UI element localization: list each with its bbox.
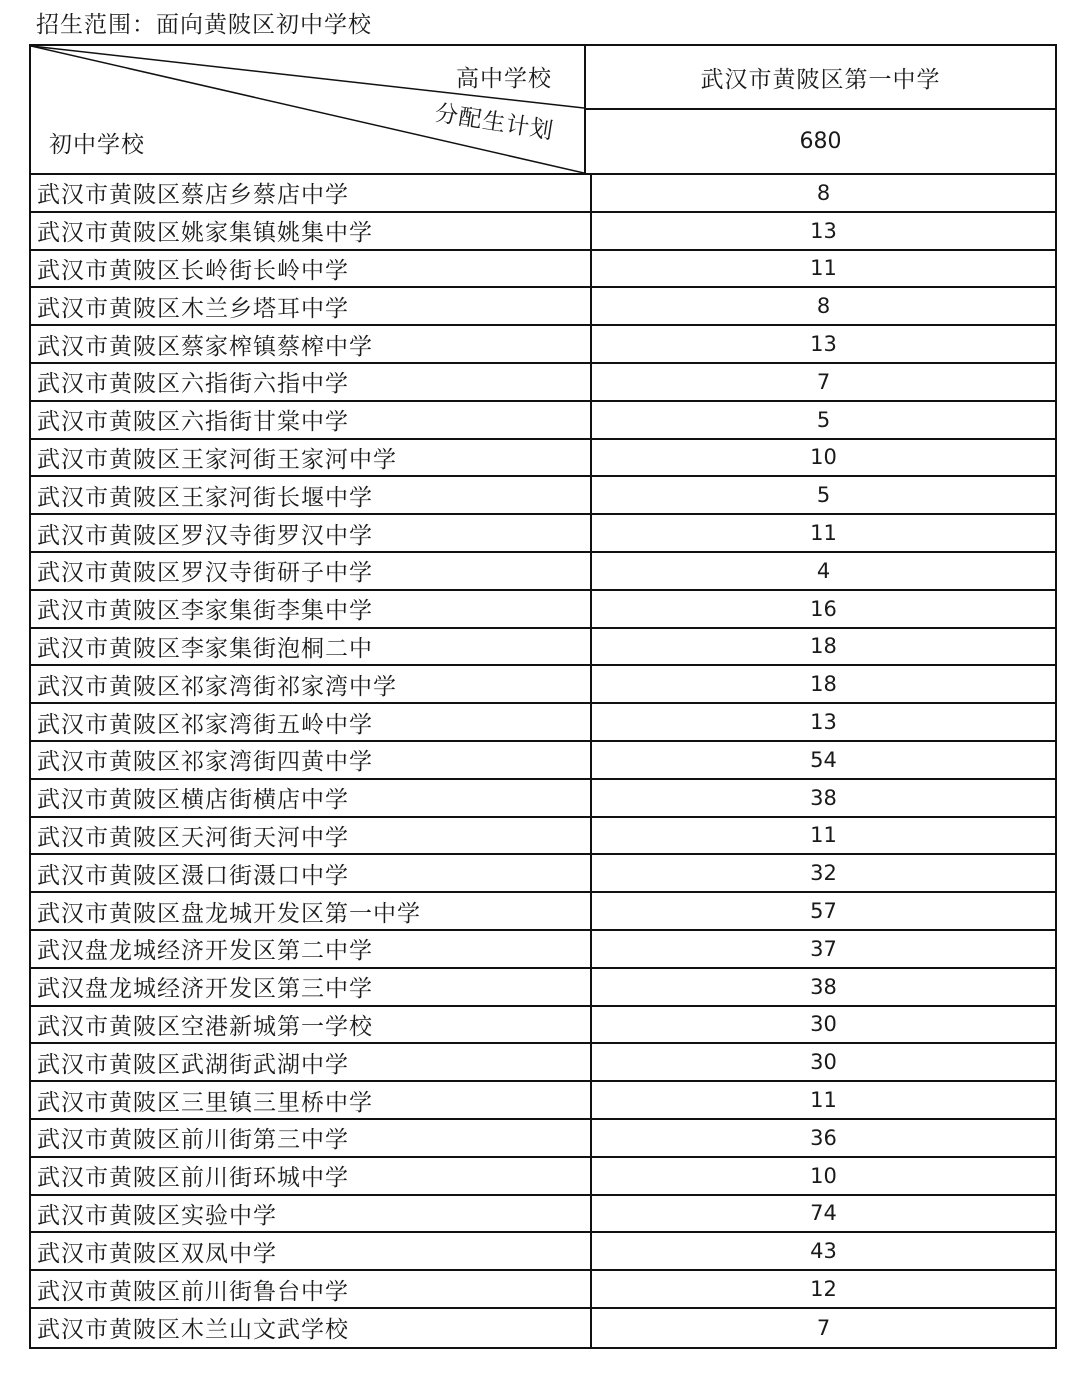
allocation-quota: 30 [810,1050,837,1075]
allocation-quota: 38 [810,974,837,999]
middle-school-name: 武汉市黄陂区长岭街长岭中学 [31,251,592,287]
table-row [31,1309,1055,1347]
middle-school-name: 武汉市黄陂区滠口街滠口中学 [31,855,592,891]
middle-school-name: 武汉市黄陂区祁家湾街五岭中学 [31,704,592,740]
middle-school-name: 武汉市黄陂区李家集街泡桐二中 [31,629,592,665]
table-row [31,704,1055,742]
middle-school-name: 武汉市黄陂区前川街环城中学 [31,1158,592,1194]
middle-school-name: 武汉市黄陂区罗汉寺街研子中学 [31,553,592,589]
middle-school-name: 武汉市黄陂区盘龙城开发区第一中学 [31,893,592,929]
table-row [31,1196,1055,1234]
allocation-quota: 11 [810,823,837,848]
allocation-quota: 32 [810,861,837,886]
scope-caption: 招生范围：面向黄陂区初中学校 [36,12,372,38]
middle-school-name: 武汉市黄陂区祁家湾街四黄中学 [31,742,592,778]
middle-school-name: 武汉市黄陂区前川街鲁台中学 [31,1271,592,1307]
middle-school-axis-label: 初中学校 [49,132,145,158]
allocation-quota: 57 [810,899,837,924]
allocation-quota: 18 [810,672,837,697]
middle-school-name: 武汉市黄陂区六指街六指中学 [31,364,592,400]
allocation-quota: 7 [816,1315,831,1340]
high-school-name: 武汉市黄陂区第一中学 [586,46,1055,110]
table-row [31,251,1055,289]
high-school-header-cell [586,46,1055,173]
table-row [31,364,1055,402]
allocation-quota: 37 [810,936,837,961]
table-row [31,175,1055,213]
table-row [31,780,1055,818]
table-row [31,515,1055,553]
middle-school-name: 武汉市黄陂区实验中学 [31,1196,592,1232]
allocation-table [29,44,1057,1349]
middle-school-name: 武汉市黄陂区木兰乡塔耳中学 [31,288,592,324]
allocation-quota: 4 [816,558,831,583]
allocation-quota: 30 [810,1012,837,1037]
middle-school-name: 武汉市黄陂区横店街横店中学 [31,780,592,816]
allocation-quota: 13 [810,710,837,735]
allocation-quota: 11 [810,256,837,281]
allocation-quota: 43 [810,1239,837,1264]
middle-school-name: 武汉市黄陂区天河街天河中学 [31,818,592,854]
table-row [31,629,1055,667]
allocation-quota: 10 [810,1163,837,1188]
table-row [31,893,1055,931]
allocation-quota: 11 [810,1088,837,1113]
diagonal-header-cell [31,46,586,173]
middle-school-name: 武汉市黄陂区三里镇三里桥中学 [31,1082,592,1118]
table-header [31,46,1055,175]
allocation-quota: 7 [816,369,831,394]
table-row [31,553,1055,591]
table-body [31,175,1055,1347]
table-row [31,402,1055,440]
allocation-quota: 36 [810,1125,837,1150]
middle-school-name: 武汉市黄陂区空港新城第一学校 [31,1007,592,1043]
allocation-quota: 16 [810,596,837,621]
table-row [31,477,1055,515]
allocation-quota: 18 [810,634,837,659]
middle-school-name: 武汉市黄陂区双凤中学 [31,1233,592,1269]
allocation-quota: 13 [810,218,837,243]
middle-school-name: 武汉市黄陂区祁家湾街祁家湾中学 [31,666,592,702]
table-row [31,326,1055,364]
middle-school-name: 武汉盘龙城经济开发区第三中学 [31,969,592,1005]
allocation-plan-axis-label: 分配生计划 [433,100,556,145]
middle-school-name: 武汉市黄陂区木兰山文武学校 [31,1309,592,1347]
table-row [31,213,1055,251]
table-row [31,1233,1055,1271]
table-row [31,1007,1055,1045]
table-row [31,1271,1055,1309]
allocation-quota: 8 [816,294,831,319]
table-row [31,818,1055,856]
allocation-quota: 13 [810,332,837,357]
middle-school-name: 武汉市黄陂区蔡店乡蔡店中学 [31,175,592,211]
allocation-quota: 11 [810,521,837,546]
middle-school-name: 武汉市黄陂区前川街第三中学 [31,1120,592,1156]
middle-school-name: 武汉盘龙城经济开发区第二中学 [31,931,592,967]
middle-school-name: 武汉市黄陂区武湖街武湖中学 [31,1044,592,1080]
table-row [31,931,1055,969]
middle-school-name: 武汉市黄陂区王家河街长堰中学 [31,477,592,513]
allocation-quota: 10 [810,445,837,470]
middle-school-name: 武汉市黄陂区六指街甘棠中学 [31,402,592,438]
allocation-quota: 38 [810,785,837,810]
table-row [31,1120,1055,1158]
high-school-axis-label: 高中学校 [456,66,552,92]
allocation-quota: 54 [810,747,837,772]
allocation-quota: 5 [816,483,831,508]
table-row [31,1082,1055,1120]
middle-school-name: 武汉市黄陂区罗汉寺街罗汉中学 [31,515,592,551]
table-row [31,1158,1055,1196]
table-row [31,440,1055,478]
table-row [31,1044,1055,1082]
table-row [31,591,1055,629]
total-quota: 680 [799,129,842,154]
table-row [31,855,1055,893]
allocation-quota: 5 [816,407,831,432]
table-row [31,288,1055,326]
table-row [31,969,1055,1007]
allocation-quota: 8 [816,180,831,205]
middle-school-name: 武汉市黄陂区蔡家榨镇蔡榨中学 [31,326,592,362]
middle-school-name: 武汉市黄陂区姚家集镇姚集中学 [31,213,592,249]
allocation-quota: 12 [810,1277,837,1301]
middle-school-name: 武汉市黄陂区李家集街李集中学 [31,591,592,627]
allocation-quota: 74 [810,1201,837,1226]
table-row [31,742,1055,780]
table-row [31,666,1055,704]
middle-school-name: 武汉市黄陂区王家河街王家河中学 [31,440,592,476]
